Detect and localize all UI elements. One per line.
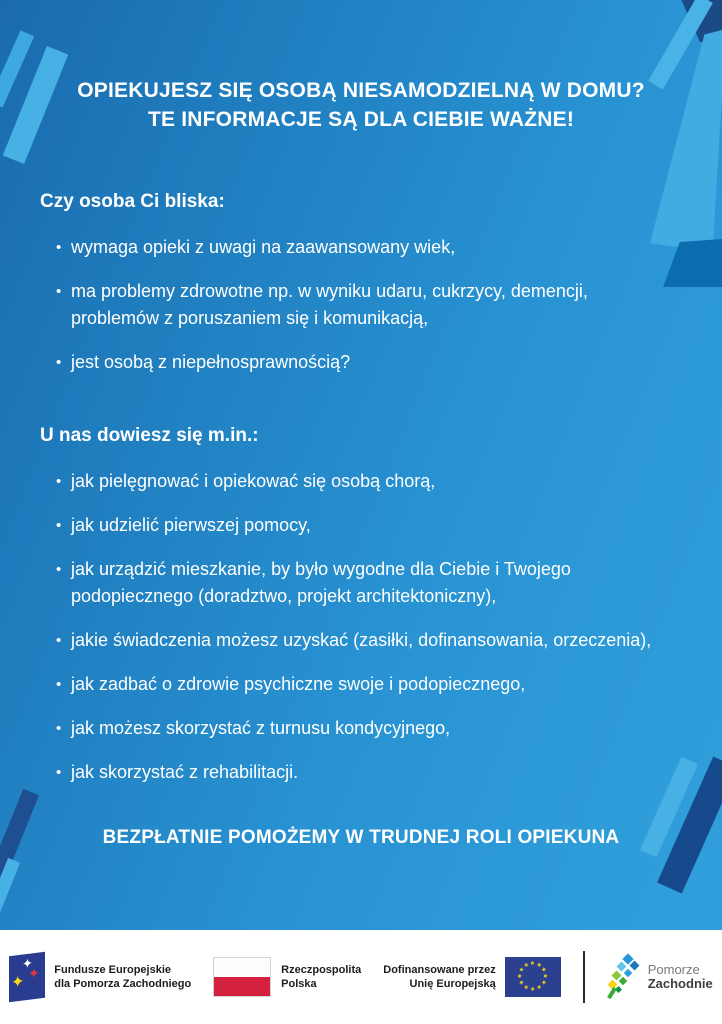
title-line-2: TE INFORMACJE SĄ DLA CIEBIE WAŻNE! [147,108,575,131]
pomorze-line2: Zachodnie [647,976,713,991]
poster-content [0,76,722,849]
list-item: • jak skorzystać z rehabilitacji. [40,759,682,786]
pomorze-zachodnie-logo [607,954,713,1000]
section-heading: Czy osoba Ci bliska: [40,191,225,212]
eu-star-icon: ★ [534,961,543,970]
poland-line1: Rzeczpospolita [281,964,362,976]
list-item: • jak udzielić pierwszej pomocy, [40,512,682,539]
logo-footer [0,930,722,1024]
eu-star-icon: ★ [522,982,531,991]
list-item: • jak pielęgnować i opiekować się osobą chorą, [40,468,682,495]
list-item: • jak zadbać o zdrowie psychiczne swoje i podopiecznego, [40,671,682,698]
poster-title [40,76,682,134]
pomorze-line1: Pomorze [647,962,700,977]
list-item: • jak możesz skorzystać z turnusu kondycyjnego, [40,715,682,742]
bullet-list [40,234,682,376]
eu-cofunded-logo [383,957,560,997]
eu-funds-label [54,963,191,991]
eu-star-icon: ★ [529,985,536,991]
section-heading: U nas dowiesz się m.in.: [40,425,259,446]
diamond-icon [623,969,631,977]
eu-star-icon: ★ [538,966,547,974]
poland-flag-white [214,958,270,977]
eu-funds-flag-icon [9,952,45,1002]
list-item: • jest osobą z niepełnosprawnością? [40,349,682,376]
bullet-list [40,468,682,786]
diamond-icon [618,977,626,985]
eu-star-icon: ★ [529,961,536,967]
diamond-icon [629,961,639,971]
eu-funds-line2: dla Pomorza Zachodniego [54,978,192,990]
section-is-your-relative [40,190,682,376]
eu-star-icon: ★ [538,978,547,986]
eu-star-icon: ★ [534,982,543,991]
pomorze-label [648,963,713,991]
red-star-icon: ✦ [28,964,40,982]
free-help-banner: BEZPŁATNIE POMOŻEMY W TRUDNEJ ROLI OPIEKUNA [102,827,620,848]
eu-cofunded-line1: Dofinansowane przez [383,964,496,976]
list-item: • jakie świadczenia możesz uzyskać (zasiłki, dofinansowania, orzeczenia), [40,627,682,654]
list-item: • wymaga opieki z uwagi na zaawansowany wiek, [40,234,682,261]
griffin-wing-icon [607,954,641,1000]
list-item: • jak urządzić mieszkanie, by było wygodne dla Ciebie i Twojego podopiecznego (doradztwo, projekt architektoniczny), [40,556,600,610]
eu-flag-icon [505,957,561,997]
eu-star-icon: ★ [541,973,548,979]
poland-label [281,963,361,991]
eu-star-icon: ★ [518,966,526,974]
eu-star-icon: ★ [518,978,526,986]
yellow-star-icon: ✦ [11,973,25,992]
eu-funds-line1: Fundusze Europejskie [54,964,172,976]
eu-star-icon: ★ [517,973,524,979]
list-item: • ma problemy zdrowotne np. w wyniku udaru, cukrzycy, demencji, problemów z poruszaniem się i komunikacją, [40,278,640,332]
white-star-icon: ✦ [22,955,34,972]
poland-logo [213,957,361,997]
eu-star-icon: ★ [522,961,531,970]
eu-cofunded-line2: Unię Europejską [409,978,496,990]
eu-cofunded-label [383,963,495,991]
footer-divider [583,951,585,1003]
title-line-1: OPIEKUJESZ SIĘ OSOBĄ NIESAMODZIELNĄ W DOMU? [77,79,645,102]
decor-stripe-bottom-left-light [0,858,20,920]
poland-line2: Polska [281,978,317,990]
griffin-tail [607,987,617,999]
poland-flag-red [214,977,270,996]
eu-funds-logo [9,954,191,1000]
poland-flag-icon [213,957,271,997]
section-what-you-learn [40,424,682,786]
diamond-icon [616,962,626,972]
